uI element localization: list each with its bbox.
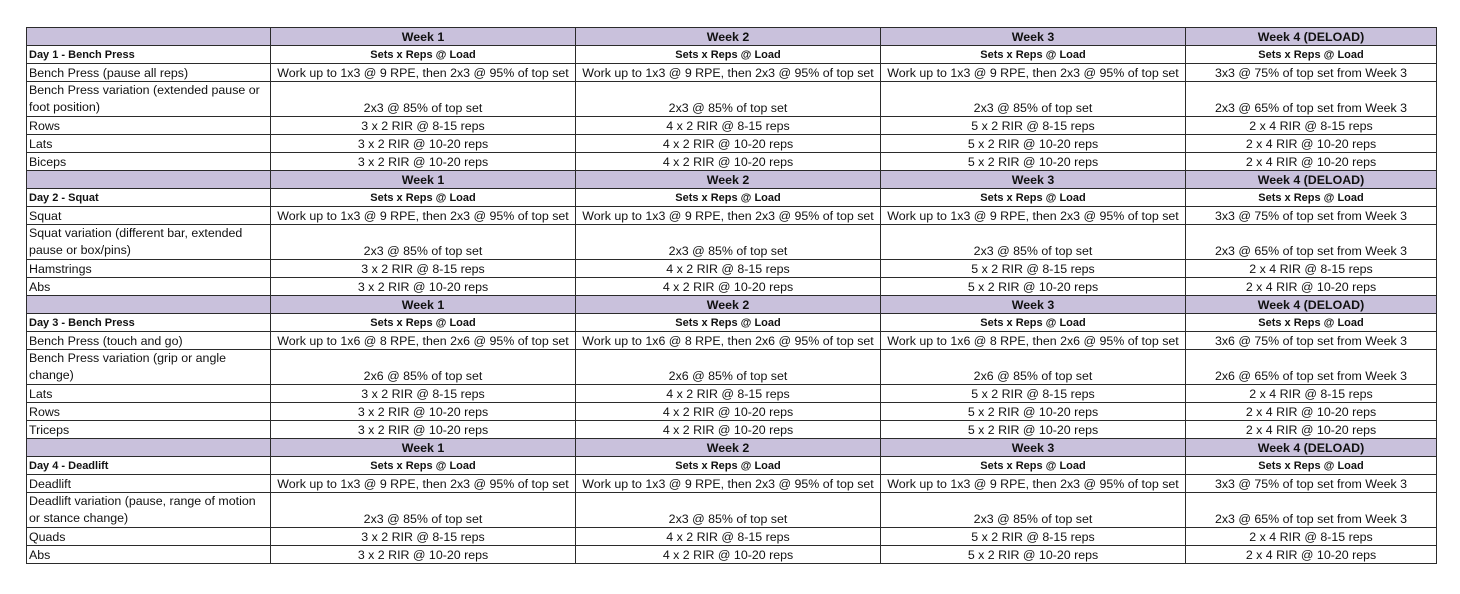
day-header-row xyxy=(27,189,1437,207)
week-header-row xyxy=(27,28,1437,46)
week-header-blank-cell[interactable] xyxy=(27,171,271,189)
prescription-cell[interactable]: Work up to 1x3 @ 9 RPE, then 2x3 @ 95% of top set xyxy=(576,207,881,225)
week-header-cell[interactable]: Week 1 xyxy=(271,439,576,457)
week-header-cell[interactable]: Week 2 xyxy=(576,296,881,314)
sets-reps-load-header-cell[interactable]: Sets x Reps @ Load xyxy=(1186,314,1437,332)
exercise-name-cell[interactable]: Bench Press variation (grip or angle change) xyxy=(27,350,271,385)
exercise-name-cell[interactable]: Triceps xyxy=(27,421,271,439)
exercise-name-cell[interactable]: Bench Press (pause all reps) xyxy=(27,64,271,82)
sets-reps-load-header-cell[interactable]: Sets x Reps @ Load xyxy=(271,314,576,332)
prescription-cell[interactable]: 2 x 4 RIR @ 8-15 reps xyxy=(1186,385,1437,403)
prescription-cell[interactable]: 3 x 2 RIR @ 8-15 reps xyxy=(271,385,576,403)
prescription-cell[interactable]: 3x6 @ 75% of top set from Week 3 xyxy=(1186,332,1437,350)
sets-reps-load-header-cell[interactable]: Sets x Reps @ Load xyxy=(881,189,1186,207)
prescription-cell[interactable]: Work up to 1x3 @ 9 RPE, then 2x3 @ 95% of top set xyxy=(881,207,1186,225)
exercise-row xyxy=(27,135,1437,153)
day-title-cell[interactable]: Day 4 - Deadlift xyxy=(27,457,271,475)
spreadsheet-body xyxy=(27,28,1437,564)
prescription-cell[interactable]: 2x3 @ 85% of top set xyxy=(881,225,1186,260)
sets-reps-load-header-cell[interactable]: Sets x Reps @ Load xyxy=(881,46,1186,64)
prescription-cell[interactable]: 2x3 @ 85% of top set xyxy=(271,82,576,117)
prescription-cell[interactable]: 2 x 4 RIR @ 10-20 reps xyxy=(1186,546,1437,564)
exercise-row xyxy=(27,546,1437,564)
prescription-cell[interactable]: 3 x 2 RIR @ 8-15 reps xyxy=(271,260,576,278)
prescription-cell[interactable]: 3 x 2 RIR @ 10-20 reps xyxy=(271,403,576,421)
exercise-name-cell[interactable]: Lats xyxy=(27,385,271,403)
prescription-cell[interactable]: 3x3 @ 75% of top set from Week 3 xyxy=(1186,64,1437,82)
prescription-cell[interactable]: Work up to 1x3 @ 9 RPE, then 2x3 @ 95% of top set xyxy=(881,64,1186,82)
prescription-cell[interactable]: 2 x 4 RIR @ 10-20 reps xyxy=(1186,278,1437,296)
prescription-cell[interactable]: 2x3 @ 65% of top set from Week 3 xyxy=(1186,225,1437,260)
prescription-cell[interactable]: 4 x 2 RIR @ 8-15 reps xyxy=(576,528,881,546)
week-header-cell[interactable]: Week 3 xyxy=(881,296,1186,314)
exercise-name-cell[interactable]: Squat variation (different bar, extended pause or box/pins) xyxy=(27,225,271,260)
week-header-cell[interactable]: Week 3 xyxy=(881,28,1186,46)
prescription-cell[interactable]: 3 x 2 RIR @ 10-20 reps xyxy=(271,546,576,564)
exercise-name-cell[interactable]: Biceps xyxy=(27,153,271,171)
day-title-cell[interactable]: Day 2 - Squat xyxy=(27,189,271,207)
prescription-cell[interactable]: Work up to 1x3 @ 9 RPE, then 2x3 @ 95% of top set xyxy=(271,64,576,82)
sets-reps-load-header-cell[interactable]: Sets x Reps @ Load xyxy=(1186,189,1437,207)
exercise-row xyxy=(27,528,1437,546)
exercise-row xyxy=(27,207,1437,225)
prescription-cell[interactable]: 4 x 2 RIR @ 10-20 reps xyxy=(576,546,881,564)
prescription-cell[interactable]: 2 x 4 RIR @ 10-20 reps xyxy=(1186,421,1437,439)
exercise-row xyxy=(27,385,1437,403)
week-header-cell[interactable]: Week 1 xyxy=(271,296,576,314)
prescription-cell[interactable]: 4 x 2 RIR @ 10-20 reps xyxy=(576,153,881,171)
week-header-cell[interactable]: Week 4 (DELOAD) xyxy=(1186,439,1437,457)
week-header-row xyxy=(27,171,1437,189)
prescription-cell[interactable]: 5 x 2 RIR @ 8-15 reps xyxy=(881,528,1186,546)
exercise-name-cell[interactable]: Deadlift variation (pause, range of motion or stance change) xyxy=(27,493,271,528)
prescription-cell[interactable]: 5 x 2 RIR @ 10-20 reps xyxy=(881,403,1186,421)
sets-reps-load-header-cell[interactable]: Sets x Reps @ Load xyxy=(271,457,576,475)
prescription-cell[interactable]: 3 x 2 RIR @ 10-20 reps xyxy=(271,153,576,171)
exercise-row xyxy=(27,117,1437,135)
prescription-cell[interactable]: 2 x 4 RIR @ 10-20 reps xyxy=(1186,403,1437,421)
exercise-name-cell[interactable]: Bench Press variation (extended pause or foot position) xyxy=(27,82,271,117)
prescription-cell[interactable]: Work up to 1x3 @ 9 RPE, then 2x3 @ 95% of top set xyxy=(576,64,881,82)
exercise-name-cell[interactable]: Rows xyxy=(27,117,271,135)
prescription-cell[interactable]: 2 x 4 RIR @ 8-15 reps xyxy=(1186,528,1437,546)
exercise-row xyxy=(27,64,1437,82)
exercise-name-cell[interactable]: Rows xyxy=(27,403,271,421)
prescription-cell[interactable]: 4 x 2 RIR @ 10-20 reps xyxy=(576,403,881,421)
week-header-row xyxy=(27,439,1437,457)
prescription-cell[interactable]: 2x3 @ 85% of top set xyxy=(271,493,576,528)
prescription-cell[interactable]: 2 x 4 RIR @ 10-20 reps xyxy=(1186,135,1437,153)
sets-reps-load-header-cell[interactable]: Sets x Reps @ Load xyxy=(271,189,576,207)
prescription-cell[interactable]: 2 x 4 RIR @ 8-15 reps xyxy=(1186,117,1437,135)
prescription-cell[interactable]: 2 x 4 RIR @ 8-15 reps xyxy=(1186,260,1437,278)
week-header-cell[interactable]: Week 2 xyxy=(576,28,881,46)
exercise-row xyxy=(27,153,1437,171)
week-header-cell[interactable]: Week 3 xyxy=(881,439,1186,457)
sets-reps-load-header-cell[interactable]: Sets x Reps @ Load xyxy=(271,46,576,64)
prescription-cell[interactable]: 2x3 @ 85% of top set xyxy=(576,493,881,528)
prescription-cell[interactable]: 2x6 @ 85% of top set xyxy=(576,350,881,385)
exercise-name-cell[interactable]: Deadlift xyxy=(27,475,271,493)
exercise-row xyxy=(27,82,1437,117)
sets-reps-load-header-cell[interactable]: Sets x Reps @ Load xyxy=(576,46,881,64)
exercise-name-cell[interactable]: Abs xyxy=(27,546,271,564)
prescription-cell[interactable]: 3 x 2 RIR @ 8-15 reps xyxy=(271,117,576,135)
prescription-cell[interactable]: 3x3 @ 75% of top set from Week 3 xyxy=(1186,207,1437,225)
exercise-name-cell[interactable]: Abs xyxy=(27,278,271,296)
sets-reps-load-header-cell[interactable]: Sets x Reps @ Load xyxy=(576,314,881,332)
prescription-cell[interactable]: Work up to 1x3 @ 9 RPE, then 2x3 @ 95% of top set xyxy=(576,475,881,493)
prescription-cell[interactable]: 5 x 2 RIR @ 10-20 reps xyxy=(881,278,1186,296)
prescription-cell[interactable]: Work up to 1x6 @ 8 RPE, then 2x6 @ 95% of top set xyxy=(271,332,576,350)
sets-reps-load-header-cell[interactable]: Sets x Reps @ Load xyxy=(1186,457,1437,475)
prescription-cell[interactable]: 3 x 2 RIR @ 10-20 reps xyxy=(271,278,576,296)
prescription-cell[interactable]: Work up to 1x6 @ 8 RPE, then 2x6 @ 95% of top set xyxy=(881,332,1186,350)
prescription-cell[interactable]: 2x3 @ 85% of top set xyxy=(576,225,881,260)
prescription-cell[interactable]: 3 x 2 RIR @ 10-20 reps xyxy=(271,421,576,439)
exercise-name-cell[interactable]: Squat xyxy=(27,207,271,225)
prescription-cell[interactable]: 5 x 2 RIR @ 8-15 reps xyxy=(881,260,1186,278)
prescription-cell[interactable]: Work up to 1x3 @ 9 RPE, then 2x3 @ 95% of top set xyxy=(881,475,1186,493)
exercise-name-cell[interactable]: Quads xyxy=(27,528,271,546)
exercise-row xyxy=(27,475,1437,493)
week-header-cell[interactable]: Week 2 xyxy=(576,439,881,457)
prescription-cell[interactable]: 2x6 @ 85% of top set xyxy=(881,350,1186,385)
prescription-cell[interactable]: Work up to 1x3 @ 9 RPE, then 2x3 @ 95% of top set xyxy=(271,207,576,225)
week-header-cell[interactable]: Week 2 xyxy=(576,171,881,189)
day-header-row xyxy=(27,457,1437,475)
prescription-cell[interactable]: 3x3 @ 75% of top set from Week 3 xyxy=(1186,475,1437,493)
week-header-cell[interactable]: Week 1 xyxy=(271,28,576,46)
prescription-cell[interactable]: 2x3 @ 65% of top set from Week 3 xyxy=(1186,82,1437,117)
sets-reps-load-header-cell[interactable]: Sets x Reps @ Load xyxy=(881,457,1186,475)
exercise-name-cell[interactable]: Bench Press (touch and go) xyxy=(27,332,271,350)
prescription-cell[interactable]: 5 x 2 RIR @ 8-15 reps xyxy=(881,385,1186,403)
prescription-cell[interactable]: 4 x 2 RIR @ 10-20 reps xyxy=(576,278,881,296)
prescription-cell[interactable]: Work up to 1x3 @ 9 RPE, then 2x3 @ 95% of top set xyxy=(271,475,576,493)
sets-reps-load-header-cell[interactable]: Sets x Reps @ Load xyxy=(1186,46,1437,64)
prescription-cell[interactable]: 3 x 2 RIR @ 8-15 reps xyxy=(271,528,576,546)
prescription-cell[interactable]: 5 x 2 RIR @ 10-20 reps xyxy=(881,153,1186,171)
day-header-row xyxy=(27,46,1437,64)
prescription-cell[interactable]: 5 x 2 RIR @ 10-20 reps xyxy=(881,135,1186,153)
week-header-blank-cell[interactable] xyxy=(27,296,271,314)
exercise-row xyxy=(27,350,1437,385)
prescription-cell[interactable]: 4 x 2 RIR @ 8-15 reps xyxy=(576,260,881,278)
week-header-row xyxy=(27,296,1437,314)
prescription-cell[interactable]: 2 x 4 RIR @ 10-20 reps xyxy=(1186,153,1437,171)
prescription-cell[interactable]: 5 x 2 RIR @ 8-15 reps xyxy=(881,117,1186,135)
exercise-name-cell[interactable]: Hamstrings xyxy=(27,260,271,278)
prescription-cell[interactable]: 2x3 @ 85% of top set xyxy=(881,493,1186,528)
exercise-row xyxy=(27,493,1437,528)
exercise-row xyxy=(27,278,1437,296)
prescription-cell[interactable]: 4 x 2 RIR @ 10-20 reps xyxy=(576,135,881,153)
week-header-cell[interactable]: Week 4 (DELOAD) xyxy=(1186,28,1437,46)
day-header-row xyxy=(27,314,1437,332)
prescription-cell[interactable]: 2x3 @ 65% of top set from Week 3 xyxy=(1186,493,1437,528)
sets-reps-load-header-cell[interactable]: Sets x Reps @ Load xyxy=(881,314,1186,332)
week-header-blank-cell[interactable] xyxy=(27,28,271,46)
exercise-row xyxy=(27,421,1437,439)
prescription-cell[interactable]: 4 x 2 RIR @ 8-15 reps xyxy=(576,117,881,135)
sets-reps-load-header-cell[interactable]: Sets x Reps @ Load xyxy=(576,189,881,207)
week-header-cell[interactable]: Week 4 (DELOAD) xyxy=(1186,171,1437,189)
prescription-cell[interactable]: 2x3 @ 85% of top set xyxy=(881,82,1186,117)
prescription-cell[interactable]: 2x3 @ 85% of top set xyxy=(576,82,881,117)
program-spreadsheet xyxy=(26,27,1437,564)
week-header-cell[interactable]: Week 1 xyxy=(271,171,576,189)
exercise-name-cell[interactable]: Lats xyxy=(27,135,271,153)
prescription-cell[interactable]: 5 x 2 RIR @ 10-20 reps xyxy=(881,546,1186,564)
exercise-row xyxy=(27,225,1437,260)
prescription-cell[interactable]: 5 x 2 RIR @ 10-20 reps xyxy=(881,421,1186,439)
prescription-cell[interactable]: 2x3 @ 85% of top set xyxy=(271,225,576,260)
prescription-cell[interactable]: 4 x 2 RIR @ 10-20 reps xyxy=(576,421,881,439)
prescription-cell[interactable]: 2x6 @ 85% of top set xyxy=(271,350,576,385)
exercise-row xyxy=(27,260,1437,278)
exercise-row xyxy=(27,332,1437,350)
exercise-row xyxy=(27,403,1437,421)
prescription-cell[interactable]: 2x6 @ 65% of top set from Week 3 xyxy=(1186,350,1437,385)
prescription-cell[interactable]: Work up to 1x6 @ 8 RPE, then 2x6 @ 95% of top set xyxy=(576,332,881,350)
sets-reps-load-header-cell[interactable]: Sets x Reps @ Load xyxy=(576,457,881,475)
week-header-blank-cell[interactable] xyxy=(27,439,271,457)
day-title-cell[interactable]: Day 3 - Bench Press xyxy=(27,314,271,332)
prescription-cell[interactable]: 3 x 2 RIR @ 10-20 reps xyxy=(271,135,576,153)
week-header-cell[interactable]: Week 4 (DELOAD) xyxy=(1186,296,1437,314)
prescription-cell[interactable]: 4 x 2 RIR @ 8-15 reps xyxy=(576,385,881,403)
week-header-cell[interactable]: Week 3 xyxy=(881,171,1186,189)
day-title-cell[interactable]: Day 1 - Bench Press xyxy=(27,46,271,64)
